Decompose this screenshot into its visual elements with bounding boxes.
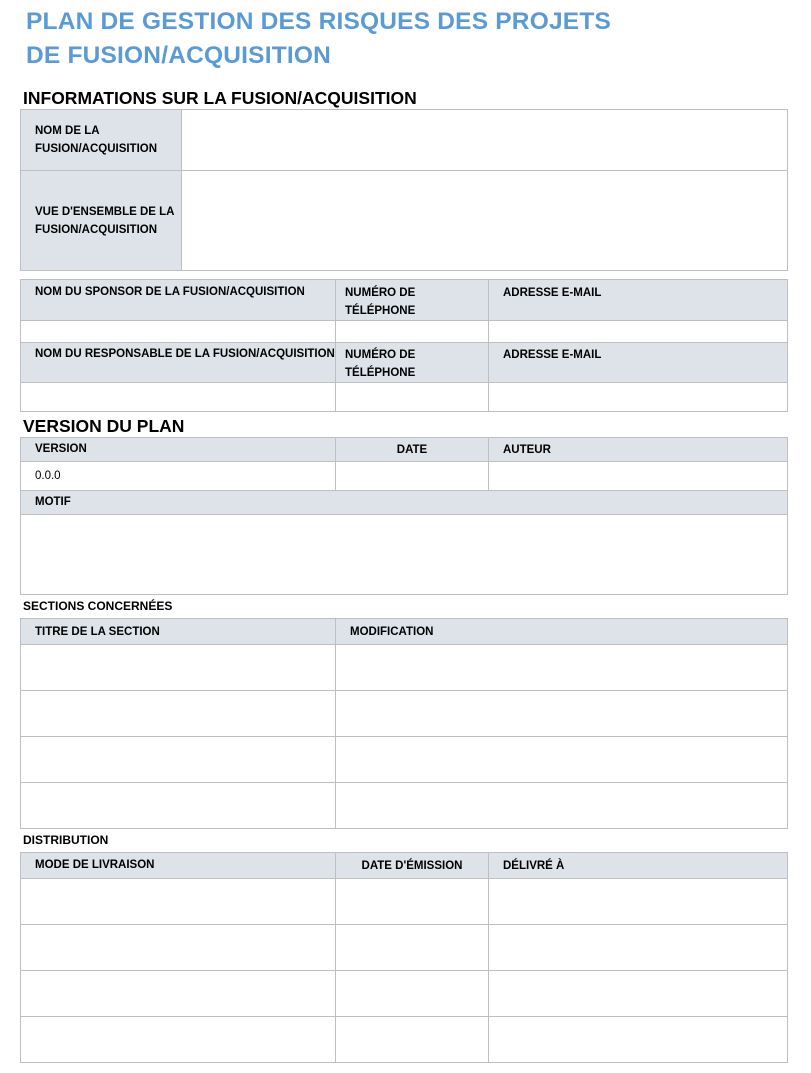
delivered-to-cell[interactable] [489, 971, 788, 1017]
table-row [21, 691, 788, 737]
version-heading: VERSION DU PLAN [23, 416, 185, 436]
section-title-header: TITRE DE LA SECTION [21, 619, 336, 645]
issue-date-cell[interactable] [336, 1017, 489, 1063]
mode-cell[interactable] [21, 971, 336, 1017]
sponsor-table [20, 279, 788, 350]
page-title [26, 5, 611, 73]
info-heading: INFORMATIONS SUR LA FUSION/ACQUISITION [23, 88, 417, 108]
page-title-line-2: DE FUSION/ACQUISITION [26, 42, 332, 69]
overview-field[interactable] [182, 171, 788, 271]
table-row [21, 879, 788, 925]
issue-date-cell[interactable] [336, 879, 489, 925]
author-field[interactable] [489, 462, 788, 491]
issue-date-cell[interactable] [336, 925, 489, 971]
issue-date-cell[interactable] [336, 971, 489, 1017]
manager-table [20, 342, 788, 412]
section-title-cell[interactable] [21, 691, 336, 737]
table-row [21, 783, 788, 829]
motif-field[interactable] [21, 515, 788, 595]
motif-header: MOTIF [21, 491, 788, 515]
table-row [21, 1017, 788, 1063]
sponsor-email-header: ADRESSE E-MAIL [489, 280, 788, 321]
manager-phone-header: NUMÉRO DE TÉLÉPHONE [336, 343, 489, 383]
sections-table [20, 618, 788, 829]
name-label: NOM DE LA FUSION/ACQUISITION [21, 110, 182, 171]
manager-phone-field[interactable] [336, 383, 489, 412]
delivered-to-cell[interactable] [489, 1017, 788, 1063]
section-title-cell[interactable] [21, 645, 336, 691]
author-header: AUTEUR [489, 438, 788, 462]
distribution-table [20, 852, 788, 1063]
mode-cell[interactable] [21, 1017, 336, 1063]
delivered-to-cell[interactable] [489, 925, 788, 971]
table-row [21, 925, 788, 971]
sponsor-phone-header: NUMÉRO DE TÉLÉPHONE [336, 280, 489, 321]
mode-header: MODE DE LIVRAISON [21, 853, 336, 879]
issue-date-header: DATE D'ÉMISSION [336, 853, 489, 879]
overview-label: VUE D'ENSEMBLE DE LA FUSION/ACQUISITION [21, 171, 182, 271]
manager-email-field[interactable] [489, 383, 788, 412]
modification-cell[interactable] [336, 645, 788, 691]
mode-cell[interactable] [21, 879, 336, 925]
modification-cell[interactable] [336, 737, 788, 783]
section-title-cell[interactable] [21, 737, 336, 783]
version-value[interactable]: 0.0.0 [21, 462, 336, 491]
modification-header: MODIFICATION [336, 619, 788, 645]
version-header: VERSION [21, 438, 336, 462]
page-title-line-1: PLAN DE GESTION DES RISQUES DES PROJETS [26, 8, 612, 35]
sponsor-name-header: NOM DU SPONSOR DE LA FUSION/ACQUISITION [21, 280, 336, 321]
sections-heading: SECTIONS CONCERNÉES [23, 599, 173, 613]
info-table [20, 109, 788, 271]
manager-name-field[interactable] [21, 383, 336, 412]
version-table [20, 437, 788, 595]
mode-cell[interactable] [21, 925, 336, 971]
manager-email-header: ADRESSE E-MAIL [489, 343, 788, 383]
distribution-heading: DISTRIBUTION [23, 833, 109, 847]
table-row [21, 645, 788, 691]
table-row [21, 737, 788, 783]
name-field[interactable] [182, 110, 788, 171]
delivered-to-header: DÉLIVRÉ À [489, 853, 788, 879]
date-header: DATE [336, 438, 489, 462]
delivered-to-cell[interactable] [489, 879, 788, 925]
table-row [21, 971, 788, 1017]
date-field[interactable] [336, 462, 489, 491]
modification-cell[interactable] [336, 691, 788, 737]
manager-name-header: NOM DU RESPONSABLE DE LA FUSION/ACQUISITION [21, 343, 336, 383]
section-title-cell[interactable] [21, 783, 336, 829]
modification-cell[interactable] [336, 783, 788, 829]
